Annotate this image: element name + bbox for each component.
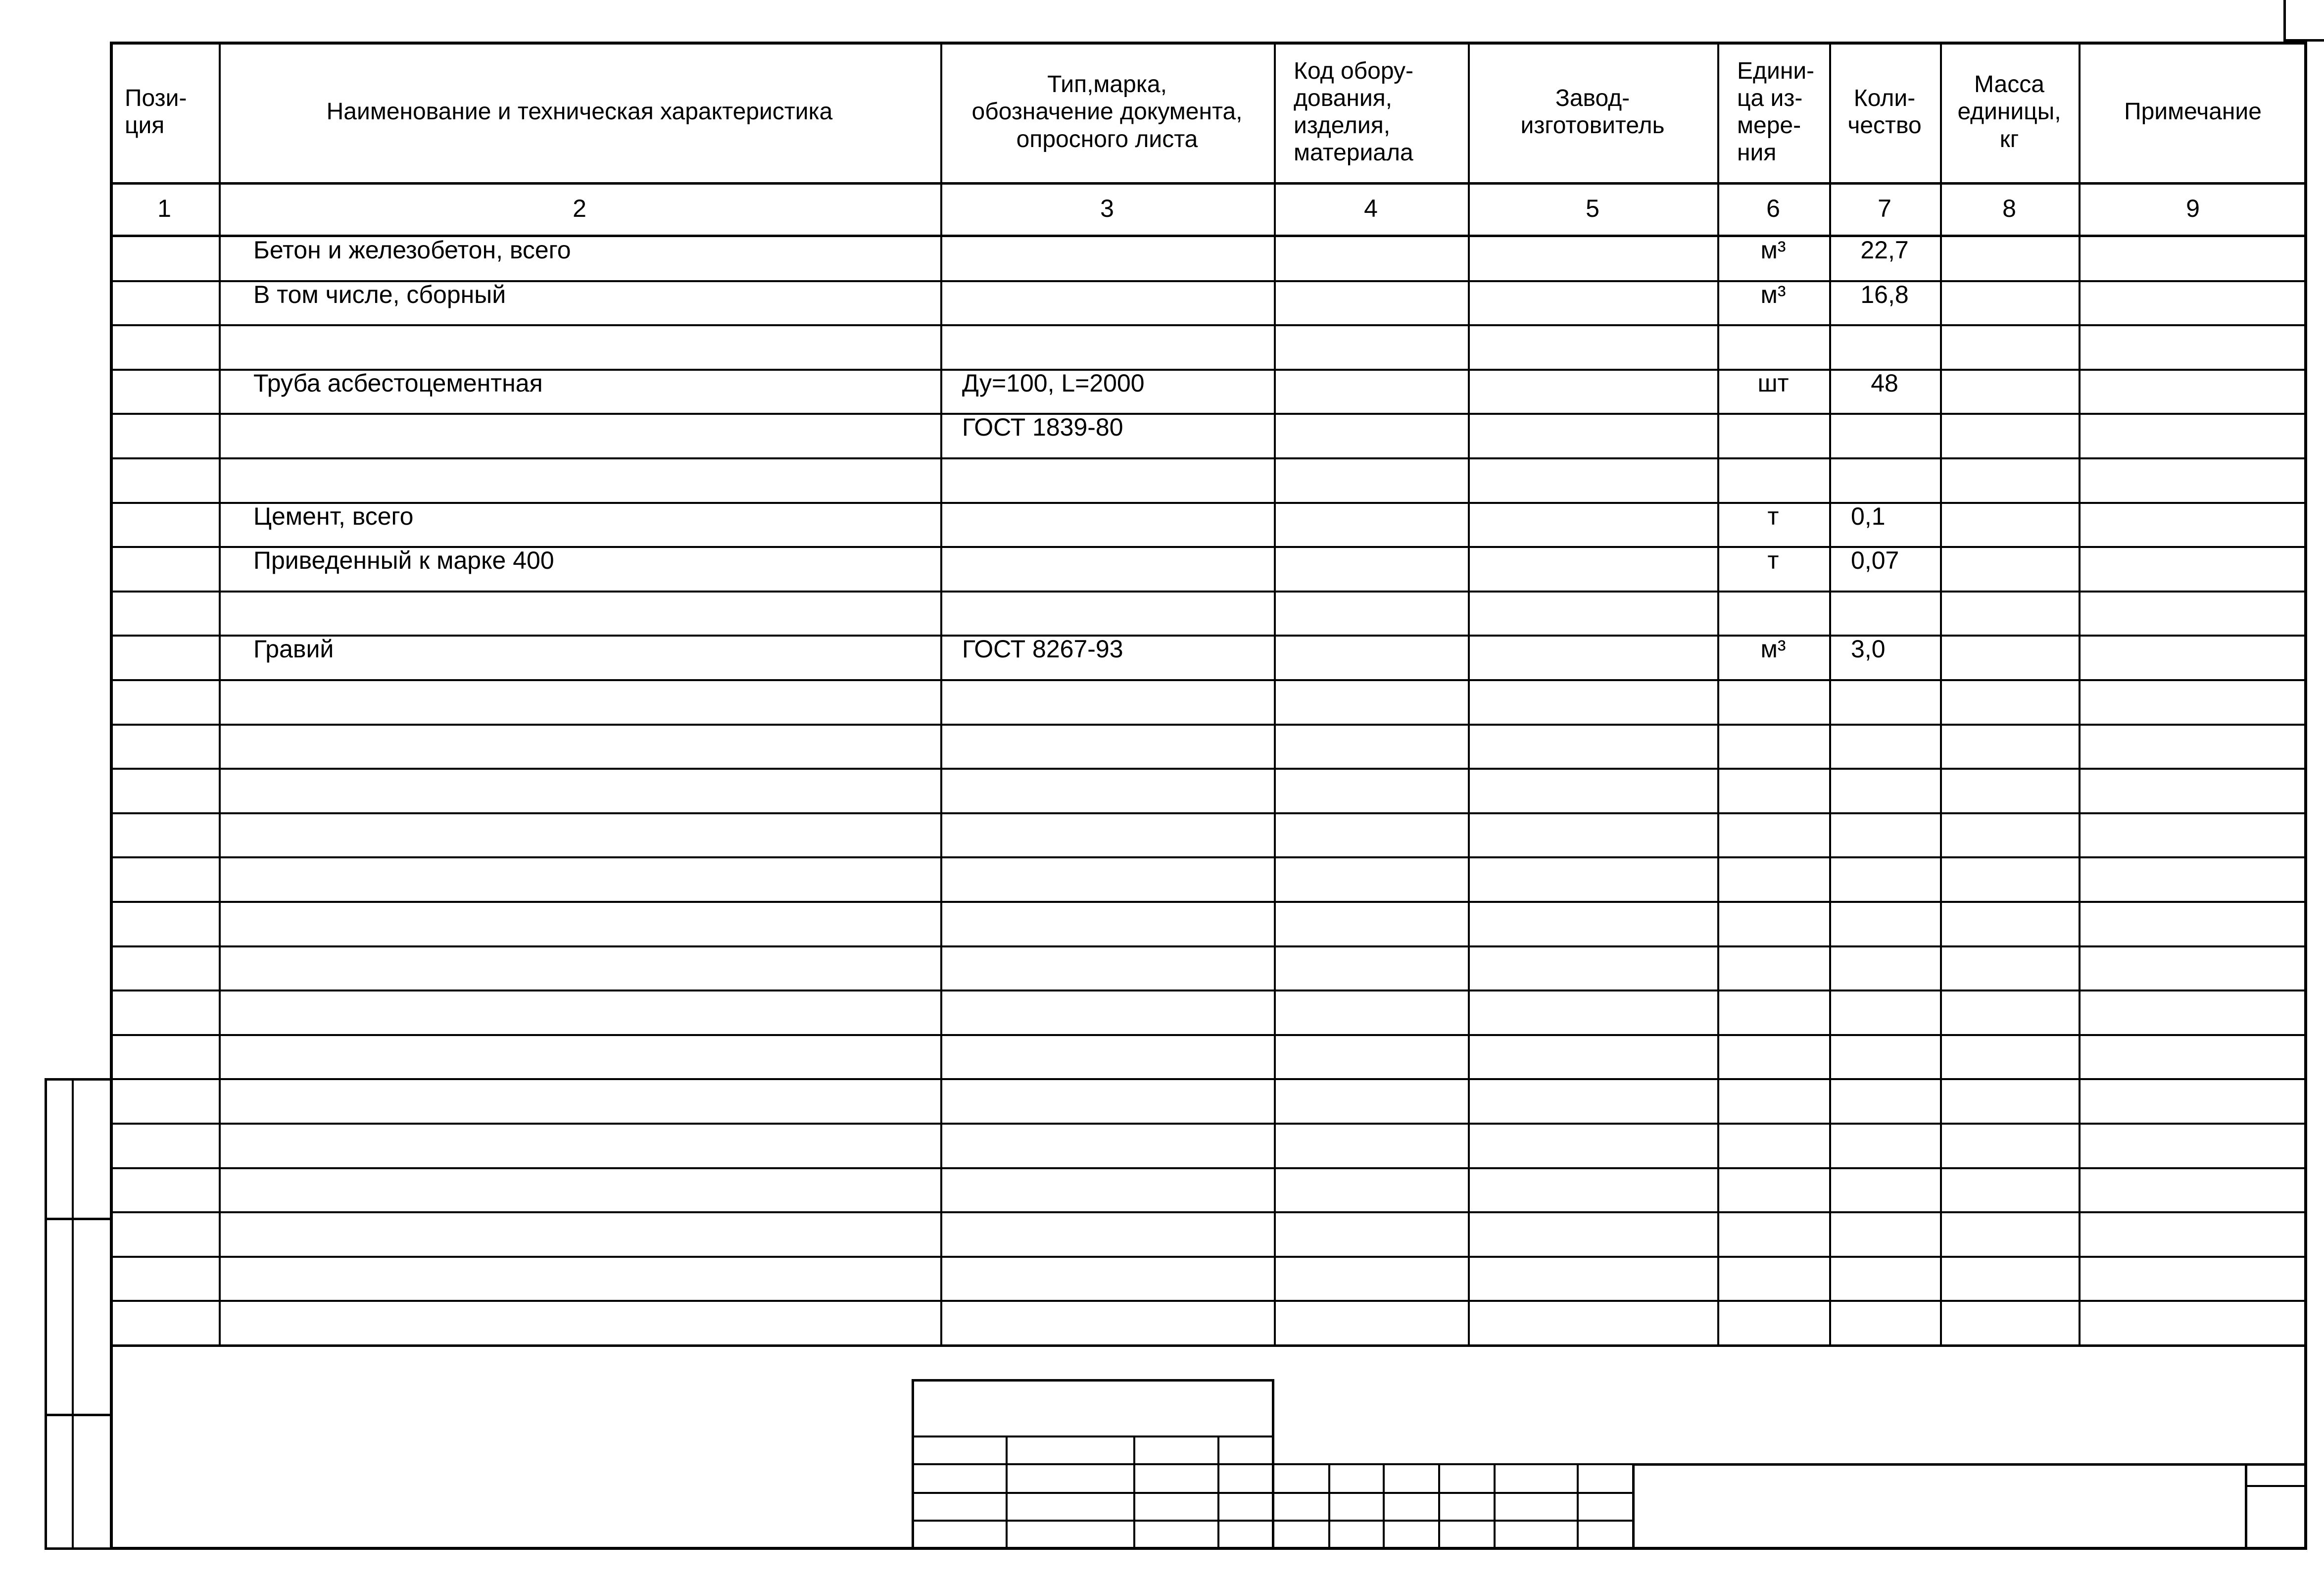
grid-line: [110, 1078, 2307, 1080]
privyazan-label: [912, 1381, 1258, 1421]
side-title: [2, 359, 77, 507]
header-note: Примечание: [2124, 99, 2262, 125]
row-unit: шт: [1757, 369, 1789, 397]
row-quantity: 16,8: [1860, 280, 1909, 308]
grid-line: [110, 1167, 2307, 1169]
title-block-line: [1632, 1463, 1635, 1550]
header-position: Пози- ция: [125, 85, 187, 139]
stamp-divider: [45, 1218, 110, 1220]
kol-uch-label: [1328, 1524, 1383, 1547]
grid-line: [110, 990, 2307, 991]
sheet-number: [2247, 1485, 2307, 1547]
grid-line: [110, 856, 2307, 858]
title-block-line: [1632, 1463, 2307, 1466]
stamp-divider: [72, 1078, 74, 1550]
title-block-line: [912, 1379, 1274, 1382]
title-block-line: [1328, 1463, 1330, 1550]
column-number: 9: [2186, 195, 2200, 223]
column-number: 7: [1878, 195, 1891, 223]
grid-line: [110, 1256, 2307, 1258]
column-number: 2: [573, 195, 586, 223]
grid-line: [110, 812, 2307, 814]
row-quantity: 0,07: [1851, 546, 1899, 575]
grid-line: [110, 945, 2307, 947]
grid-line: [110, 1123, 2307, 1125]
title-block-line: [1438, 1463, 1440, 1550]
title-block-line: [2245, 1463, 2247, 1550]
stamp-vzam-label: [49, 1079, 69, 1218]
row-quantity: 22,7: [1860, 236, 1909, 264]
grid-line: [110, 324, 2307, 326]
column-number: 8: [2002, 195, 2016, 223]
row-quantity: 3,0: [1851, 635, 1886, 663]
row-name: Цемент, всего: [253, 502, 414, 530]
header-mass: Масса единицы, кг: [1957, 71, 2061, 152]
header-name: Наименование и техническая характеристика: [326, 99, 833, 125]
grid-line: [110, 1034, 2307, 1036]
title-block-line: [1494, 1463, 1496, 1550]
grid-line: [110, 679, 2307, 681]
row-unit: м³: [1760, 280, 1786, 308]
row-name: Бетон и железобетон, всего: [253, 236, 571, 264]
column-number: 1: [157, 195, 171, 223]
tp-label: [1673, 1475, 1772, 1534]
grid-line: [110, 724, 2307, 726]
header-unit: Едини- ца из- мере- ния: [1737, 57, 1815, 166]
header-code: Код обору- дования, изделия, материала: [1294, 57, 1413, 166]
document-designation: [1801, 1475, 2247, 1534]
column-number: 5: [1586, 195, 1599, 223]
title-block-line: [1217, 1436, 1219, 1550]
grid-line: [110, 1344, 2307, 1347]
n-dok-label: [1438, 1524, 1494, 1547]
sheet-label: [2247, 1464, 2307, 1484]
grid-line: [110, 1211, 2307, 1213]
row-name: Труба асбестоцементная: [253, 369, 543, 397]
inv-no-label: [912, 1524, 1060, 1548]
row-document: Ду=100, L=2000: [962, 369, 1145, 397]
row-name: Приведенный к марке 400: [253, 546, 554, 575]
row-name: В том числе, сборный: [253, 280, 506, 308]
column-number: 3: [1100, 195, 1114, 223]
stamp-divider: [45, 1078, 47, 1550]
row-unit: т: [1767, 502, 1779, 530]
stamp-podpis-label: [49, 1242, 69, 1391]
corner-sheet-number: [2283, 0, 2324, 42]
header-manufacturer: Завод- изготовитель: [1520, 85, 1665, 139]
title-block-line: [1006, 1436, 1008, 1550]
title-block-line: [2245, 1485, 2307, 1487]
grid-line: [110, 768, 2307, 770]
list-label: [1383, 1524, 1438, 1547]
izm-label: [1274, 1524, 1328, 1547]
row-name: Гравий: [253, 635, 334, 663]
title-block-line: [912, 1492, 1633, 1494]
header-quantity: Коли- чество: [1847, 85, 1922, 139]
row-document: ГОСТ 1839-80: [962, 413, 1123, 442]
grid-line: [110, 457, 2307, 459]
grid-line: [110, 1300, 2307, 1302]
grid-line: [110, 591, 2307, 593]
column-number: 4: [1364, 195, 1378, 223]
title-block-line: [1577, 1463, 1579, 1550]
row-unit: т: [1767, 546, 1779, 575]
row-quantity: 48: [1871, 369, 1898, 397]
data-label: [1577, 1524, 1632, 1547]
podpis-label: [1494, 1524, 1577, 1547]
row-quantity: 0,1: [1851, 502, 1886, 530]
column-number: 6: [1766, 195, 1780, 223]
title-block-line: [912, 1520, 1633, 1522]
row-document: ГОСТ 8267-93: [962, 635, 1123, 663]
stamp-inv-label: [49, 1412, 69, 1550]
title-block-line: [912, 1436, 1274, 1437]
title-block-line: [912, 1463, 1633, 1465]
grid-line: [110, 901, 2307, 903]
row-unit: м³: [1760, 236, 1786, 264]
title-block-line: [1383, 1463, 1385, 1550]
header-type-doc: Тип,марка, обозначение документа, опросного листа: [971, 71, 1243, 152]
title-block-line: [1133, 1436, 1135, 1550]
row-unit: м³: [1760, 635, 1786, 663]
